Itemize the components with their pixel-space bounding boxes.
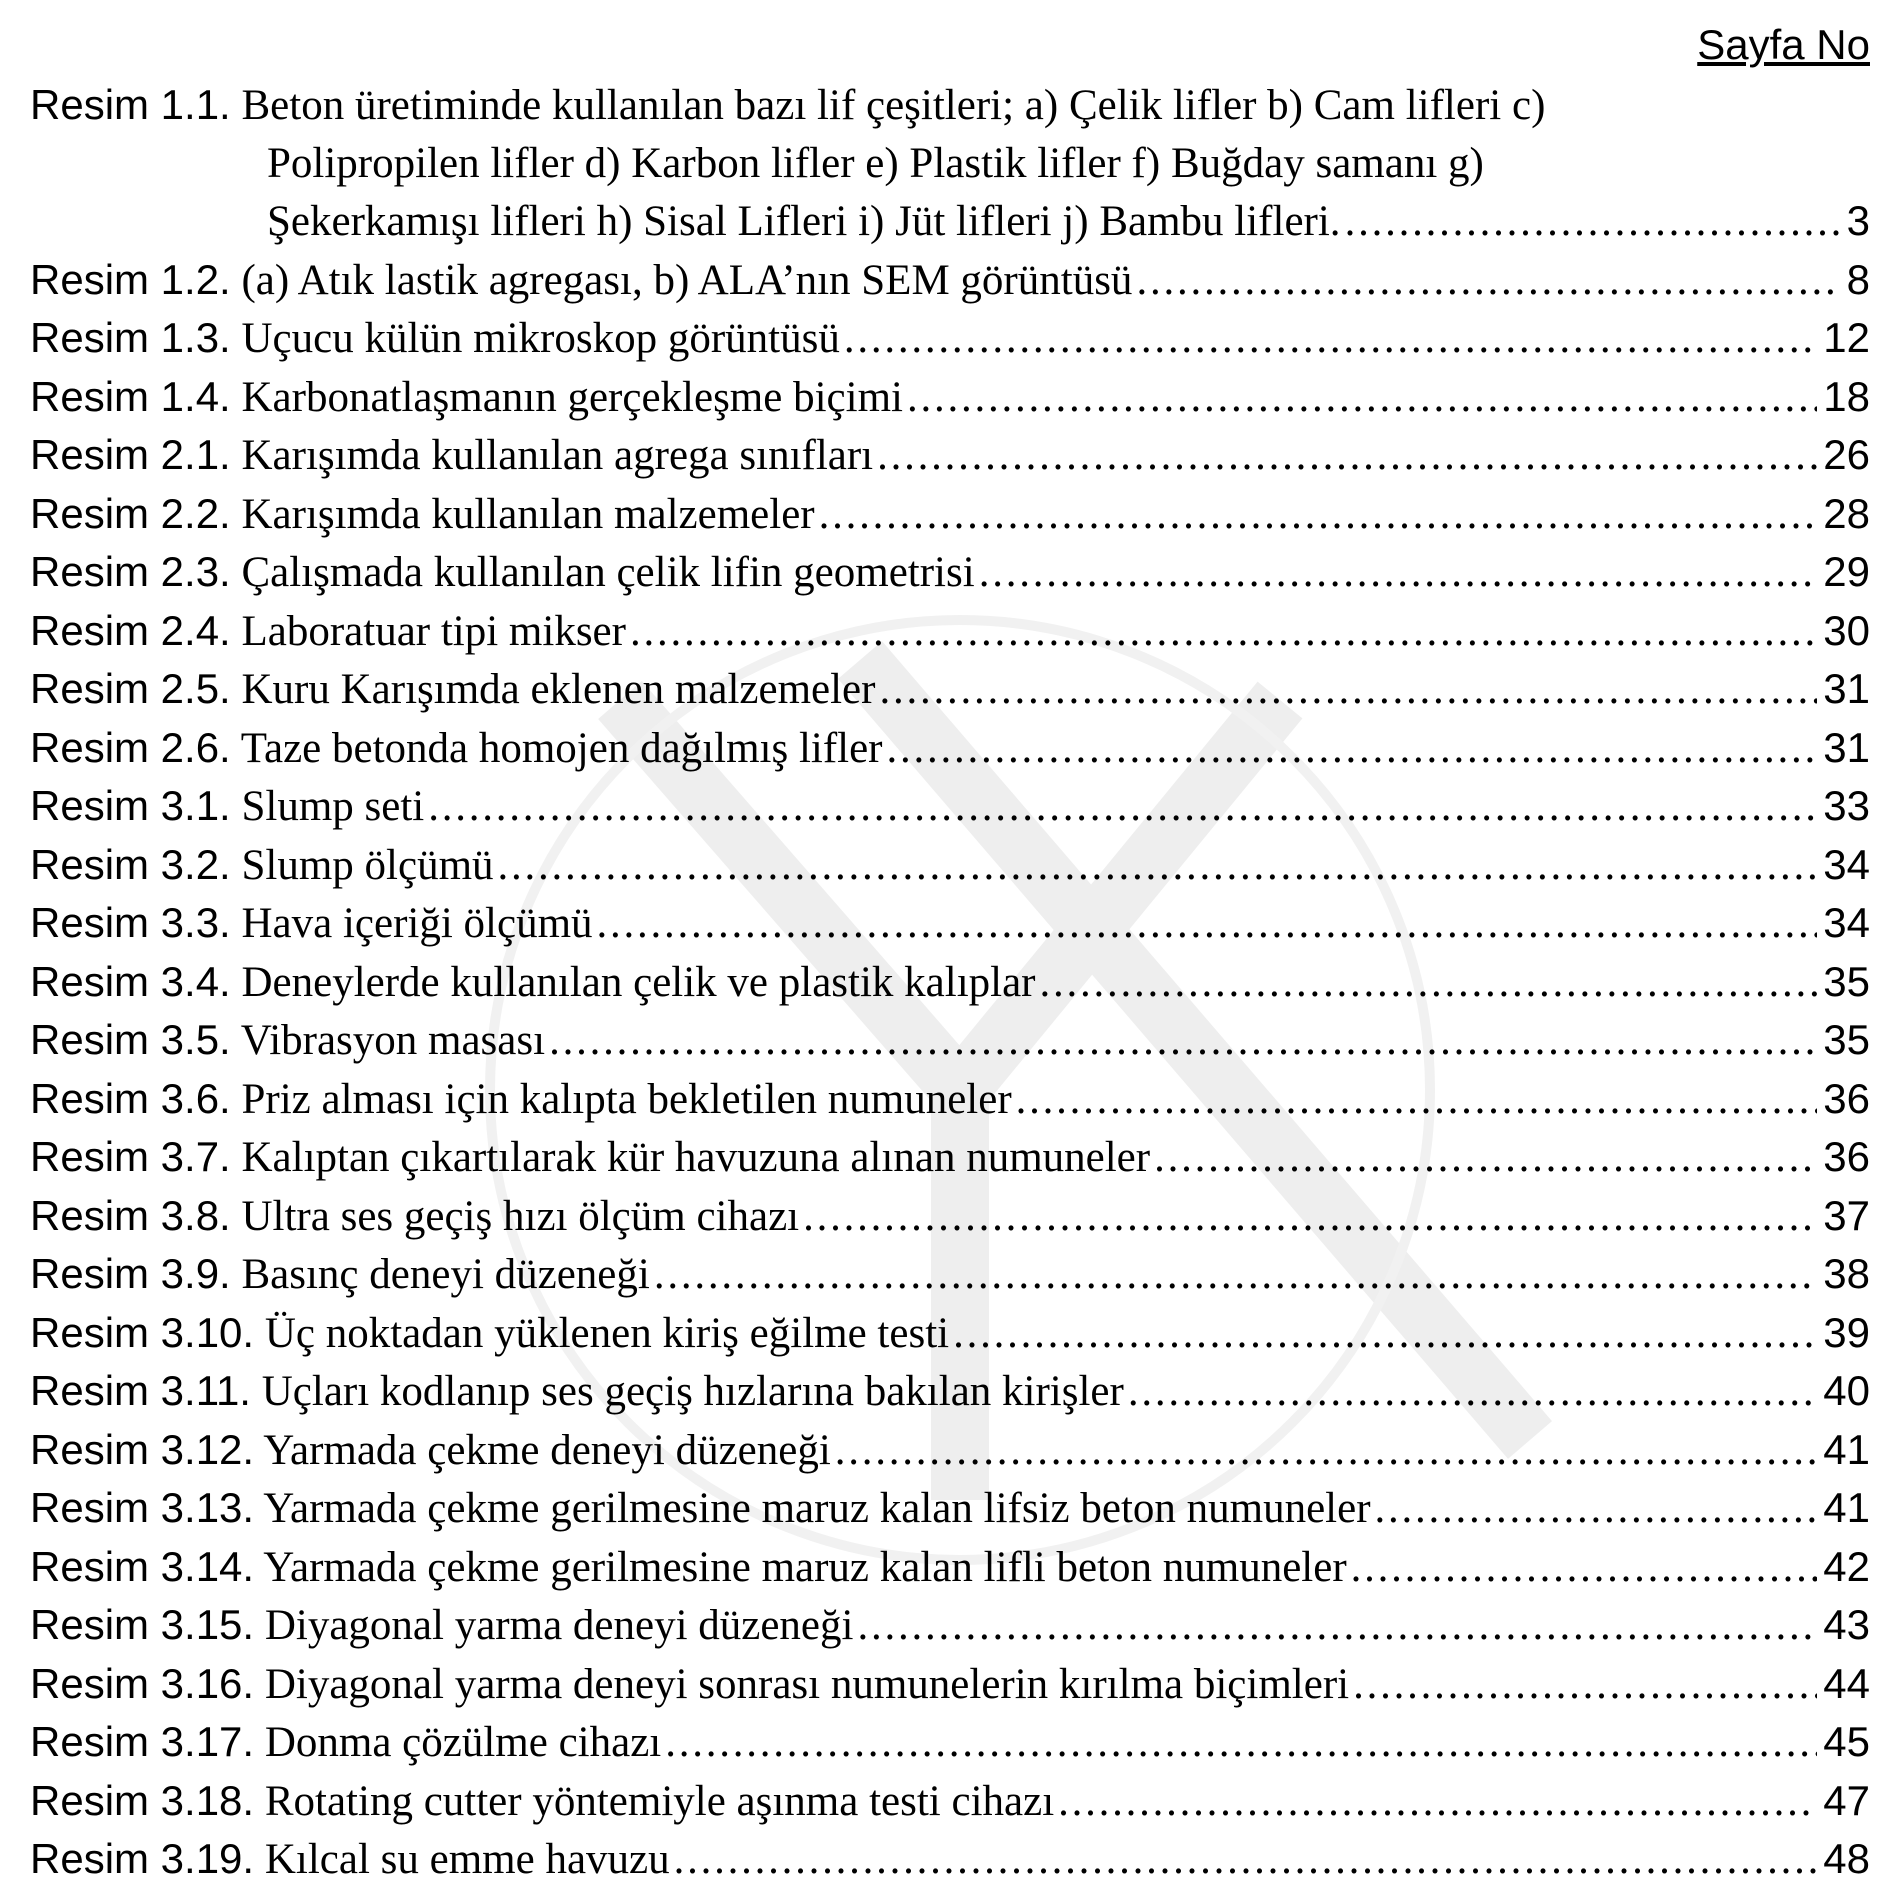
entry-page-number: 33 [1823,782,1870,829]
toc-line [30,426,1870,485]
toc-entry[interactable] [30,1479,1870,1538]
toc-line [30,953,1870,1012]
entry-title: Yarmada çekme gerilmesine maruz kalan lifsiz beton numuneler [263,1485,1371,1532]
dot-leader [979,544,1818,602]
entry-page-number: 41 [1823,1484,1870,1531]
page-number-header [30,14,1870,76]
entry-page-number: 29 [1823,548,1870,595]
entry-title: Taze betonda homojen dağılmış lifler [240,724,883,772]
entry-page-number: 8 [1846,255,1870,303]
toc-line [30,76,1870,135]
entry-title: Basınç deneyi düzeneği [241,1251,650,1298]
toc-entry[interactable] [30,1070,1870,1129]
toc-entry[interactable] [30,602,1870,661]
toc-line [30,1596,1870,1655]
entry-label: Resim 3.8. [30,1191,231,1239]
toc-entry[interactable] [30,1655,1870,1714]
entry-title: Kuru Karışımda eklenen malzemeler [241,666,876,713]
entry-label: Resim 3.3. [30,899,231,946]
toc-line [30,1187,1870,1246]
entry-label: Resim 2.6. [30,723,231,771]
dot-leader [1016,1071,1818,1129]
entry-label: Resim 3.16. [30,1659,255,1707]
entry-title-line: Polipropilen lifler d) Karbon lifler e) Plastik lifler f) Buğday samanı g) [267,139,1484,187]
entry-page-number: 31 [1823,723,1870,771]
entry-label: Resim 3.11. [30,1367,251,1414]
dot-leader [498,837,1818,895]
dot-leader [1128,1363,1817,1421]
entry-label: Resim 3.18. [30,1776,255,1824]
toc-entry[interactable] [30,1362,1870,1421]
entry-title: Kılcal su emme havuzu [264,1836,670,1883]
entry-page-number: 28 [1823,489,1870,537]
toc-line [30,719,1870,778]
toc-entry[interactable] [30,426,1870,485]
entry-page-number: 42 [1823,1542,1870,1590]
entry-label: Resim 2.2. [30,489,231,537]
entry-title: Üç noktadan yüklenen kiriş eğilme testi [264,1309,950,1357]
entry-title: Rotating cutter yöntemiyle aşınma testi cihazı [264,1777,1055,1825]
dot-leader [1375,1480,1818,1538]
entry-label: Resim 3.19. [30,1835,255,1882]
entry-page-number: 43 [1823,1601,1870,1648]
dot-leader [1353,1656,1817,1714]
entry-label: Resim 3.15. [30,1601,255,1648]
entry-label: Resim 3.14. [30,1542,255,1590]
entry-label: Resim 3.4. [30,957,231,1005]
toc-line [30,1362,1870,1421]
toc-line [30,309,1870,368]
dot-leader [887,720,1818,778]
toc-line [30,1128,1870,1187]
toc-entry[interactable] [30,953,1870,1012]
dot-leader [654,1246,1817,1304]
entry-page-number: 35 [1823,1016,1870,1063]
toc-entry[interactable] [30,1421,1870,1480]
toc-entry[interactable] [30,836,1870,895]
entry-label: Resim 1.4. [30,372,231,420]
entry-title: (a) Atık lastik agregası, b) ALA’nın SEM görüntüsü [241,256,1133,304]
toc-entry[interactable] [30,309,1870,368]
entry-page-number: 44 [1823,1659,1870,1707]
entry-title: Kalıptan çıkartılarak kür havuzuna alınan numuneler [241,1134,1151,1181]
entry-page-number: 38 [1823,1250,1870,1297]
page-number-label: Sayfa No [1697,21,1870,68]
entry-page-number: 12 [1823,314,1870,361]
toc-line [30,1070,1870,1129]
dot-leader [630,603,1817,661]
entry-page-number: 34 [1823,899,1870,946]
toc-entry[interactable] [30,251,1870,310]
entry-page-number: 40 [1823,1367,1870,1414]
toc-entry[interactable] [30,660,1870,719]
dot-leader [877,427,1817,485]
toc-entry[interactable] [30,1011,1870,1070]
toc-line [30,1830,1870,1889]
toc-line [30,1245,1870,1304]
toc-line [30,894,1870,953]
entry-page-number: 18 [1823,372,1870,420]
dot-leader [907,369,1817,427]
dot-leader [835,1422,1817,1480]
entry-page-number: 34 [1823,840,1870,888]
dot-leader [674,1831,1818,1889]
toc-line [30,368,1870,427]
entry-page-number: 26 [1823,431,1870,478]
entry-page-number: 48 [1823,1835,1870,1882]
entry-title: Hava içeriği ölçümü [241,900,593,947]
entry-title: Çalışmada kullanılan çelik lifin geometrisi [241,549,975,596]
dot-leader [1345,193,1841,251]
entry-title: Diyagonal yarma deneyi düzeneği [264,1602,854,1649]
entry-label: Resim 3.17. [30,1718,255,1765]
toc-line [30,1479,1870,1538]
toc-line [30,485,1870,544]
toc-line [30,1713,1870,1772]
toc-entry[interactable] [30,485,1870,544]
entry-title: Karışımda kullanılan malzemeler [241,490,815,538]
entry-page-number: 36 [1823,1074,1870,1122]
toc-entry[interactable] [30,719,1870,778]
entry-page-number: 3 [1846,197,1870,244]
toc-line [30,135,1870,193]
dot-leader [1136,252,1840,310]
toc-entry[interactable] [30,1713,1870,1772]
entry-page-number: 31 [1823,665,1870,712]
entry-title: Slump seti [241,783,425,830]
toc-line [30,192,1870,251]
entry-page-number: 35 [1823,957,1870,1005]
entry-label: Resim 2.5. [30,665,231,712]
entry-title: Diyagonal yarma deneyi sonrası numunelerin kırılma biçimleri [264,1660,1350,1708]
entry-label: Resim 3.10. [30,1308,255,1356]
entry-title: Priz alması için kalıpta bekletilen numuneler [241,1075,1012,1123]
entry-label: Resim 2.3. [30,548,231,595]
entry-title: Karbonatlaşmanın gerçekleşme biçimi [241,373,903,421]
dot-leader [844,310,1817,368]
toc-line [30,1011,1870,1070]
toc-entry[interactable] [30,1538,1870,1597]
entry-title: Yarmada çekme deneyi düzeneği [263,1426,831,1474]
toc-entry[interactable] [30,368,1870,427]
toc-line [30,1772,1870,1831]
dot-leader [1058,1773,1817,1831]
toc-entry[interactable] [30,777,1870,836]
figure-list [30,76,1870,1889]
entry-title: Uçları kodlanıp ses geçiş hızlarına bakılan kirişler [261,1368,1124,1415]
dot-leader [665,1714,1817,1772]
dot-leader [549,1012,1817,1070]
entry-label: Resim 3.13. [30,1484,255,1531]
entry-title: Deneylerde kullanılan çelik ve plastik kalıplar [241,958,1036,1006]
entry-label: Resim 3.12. [30,1425,255,1473]
entry-title: Uçucu külün mikroskop görüntüsü [241,315,840,362]
entry-label: Resim 3.7. [30,1133,231,1180]
toc-line [30,1421,1870,1480]
toc-page [30,14,1870,1889]
entry-title-line: Beton üretiminde kullanılan bazı lif çeşitleri; a) Çelik lifler b) Cam lifleri c) [241,82,1546,129]
toc-entry[interactable] [30,1245,1870,1304]
entry-page-number: 39 [1823,1308,1870,1356]
dot-leader [1351,1539,1818,1597]
entry-title: Vibrasyon masası [240,1017,546,1064]
entry-title: Donma çözülme cihazı [264,1719,662,1766]
entry-label: Resim 2.1. [30,431,231,478]
entry-label: Resim 3.9. [30,1250,231,1297]
toc-line [30,602,1870,661]
dot-leader [953,1305,1817,1363]
entry-label: Resim 1.2. [30,255,231,303]
entry-label: Resim 3.1. [30,782,231,829]
dot-leader [803,1188,1817,1246]
toc-entry[interactable] [30,1304,1870,1363]
toc-entry[interactable] [30,1596,1870,1655]
toc-line [30,1304,1870,1363]
entry-title: Slump ölçümü [241,841,494,889]
entry-page-number: 41 [1823,1425,1870,1473]
dot-leader [879,661,1817,719]
dot-leader [1154,1129,1817,1187]
entry-label: Resim 3.5. [30,1016,231,1063]
toc-entry[interactable] [30,1772,1870,1831]
toc-line [30,777,1870,836]
toc-line [30,1655,1870,1714]
toc-line [30,836,1870,895]
toc-line [30,543,1870,602]
entry-label: Resim 3.6. [30,1074,231,1122]
entry-title: Karışımda kullanılan agrega sınıfları [241,432,874,479]
entry-title: Ultra ses geçiş hızı ölçüm cihazı [241,1192,800,1240]
toc-entry[interactable] [30,76,1870,251]
toc-entry[interactable] [30,894,1870,953]
dot-leader [857,1597,1817,1655]
toc-entry[interactable] [30,1128,1870,1187]
entry-title: Yarmada çekme gerilmesine maruz kalan lifli beton numuneler [263,1543,1347,1591]
entry-page-number: 47 [1823,1776,1870,1824]
toc-line [30,251,1870,310]
entry-title-line: Şekerkamışı lifleri h) Sisal Lifleri i) Jüt lifleri j) Bambu lifleri. [267,198,1341,245]
entry-label: Resim 1.3. [30,314,231,361]
toc-line [30,1538,1870,1597]
dot-leader [819,486,1818,544]
entry-page-number: 45 [1823,1718,1870,1765]
entry-title: Laboratuar tipi mikser [241,607,626,655]
entry-label: Resim 3.2. [30,840,231,888]
dot-leader [428,778,1817,836]
entry-page-number: 36 [1823,1133,1870,1180]
toc-line [30,660,1870,719]
entry-page-number: 30 [1823,606,1870,654]
dot-leader [1040,954,1818,1012]
dot-leader [597,895,1818,953]
toc-entry[interactable] [30,543,1870,602]
toc-entry[interactable] [30,1830,1870,1889]
toc-entry[interactable] [30,1187,1870,1246]
entry-label: Resim 2.4. [30,606,231,654]
entry-label: Resim 1.1. [30,81,231,128]
entry-page-number: 37 [1823,1191,1870,1239]
